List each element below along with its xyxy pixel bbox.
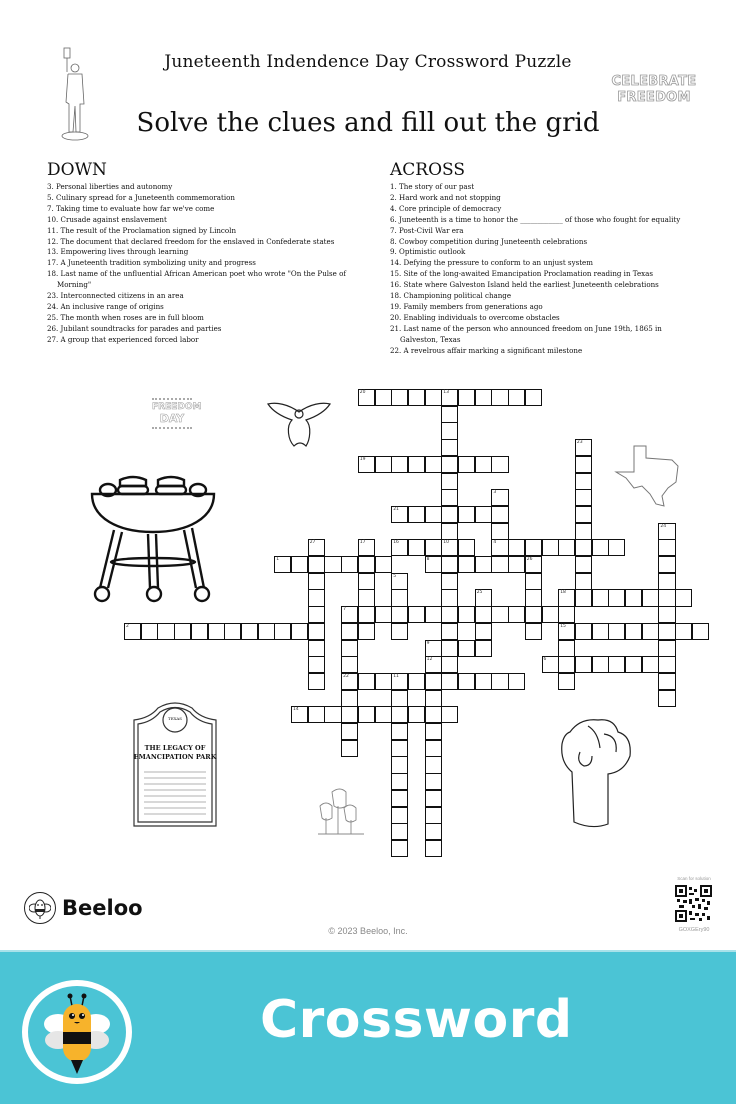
grid-cell[interactable] bbox=[458, 606, 475, 623]
grid-cell[interactable] bbox=[658, 656, 675, 673]
grid-cell[interactable] bbox=[625, 656, 642, 673]
grid-cell[interactable] bbox=[642, 623, 659, 640]
grid-cell[interactable] bbox=[308, 606, 325, 623]
grid-cell[interactable] bbox=[408, 706, 425, 723]
grid-cell[interactable] bbox=[575, 506, 592, 523]
grid-cell[interactable] bbox=[324, 706, 341, 723]
grid-cell[interactable] bbox=[525, 573, 542, 590]
grid-cell[interactable] bbox=[408, 389, 425, 406]
grid-cell[interactable] bbox=[441, 606, 458, 623]
grid-cell[interactable] bbox=[575, 539, 592, 556]
grid-cell[interactable] bbox=[408, 506, 425, 523]
grid-cell[interactable] bbox=[174, 623, 191, 640]
grid-cell[interactable] bbox=[441, 473, 458, 490]
clue-number: 14 bbox=[293, 707, 299, 713]
grid-cell[interactable] bbox=[558, 623, 575, 640]
grid-cell[interactable] bbox=[592, 623, 609, 640]
grid-cell[interactable] bbox=[291, 556, 308, 573]
freedom-day-line-2: DAY bbox=[159, 412, 185, 425]
grid-cell[interactable] bbox=[458, 506, 475, 523]
down-clue: 25. The month when roses are in full bloom bbox=[47, 312, 204, 322]
grid-cell[interactable] bbox=[558, 539, 575, 556]
grid-cell[interactable] bbox=[358, 389, 375, 406]
grid-cell[interactable] bbox=[542, 656, 559, 673]
clue-number: 3 bbox=[493, 490, 497, 496]
grid-cell[interactable] bbox=[475, 640, 492, 657]
clue-number: 21 bbox=[393, 506, 399, 512]
grid-cell[interactable] bbox=[425, 539, 442, 556]
across-clue: 7. Post-Civil War era bbox=[390, 225, 464, 235]
grid-cell[interactable] bbox=[391, 690, 408, 707]
grid-cell[interactable] bbox=[508, 556, 525, 573]
plaque-title-line-1: THE LEGACY OF bbox=[144, 744, 206, 752]
grid-cell[interactable] bbox=[658, 690, 675, 707]
grid-cell[interactable] bbox=[375, 606, 392, 623]
grid-cell[interactable] bbox=[491, 456, 508, 473]
grid-cell[interactable] bbox=[425, 790, 442, 807]
grid-cell[interactable] bbox=[224, 623, 241, 640]
grid-cell[interactable] bbox=[441, 439, 458, 456]
grid-cell[interactable] bbox=[308, 556, 325, 573]
grid-cell[interactable] bbox=[425, 389, 442, 406]
grid-cell[interactable] bbox=[475, 623, 492, 640]
across-clue: 20. Enabling individuals to overcome obstacles bbox=[390, 312, 560, 322]
grid-cell[interactable] bbox=[425, 723, 442, 740]
grid-cell[interactable] bbox=[308, 539, 325, 556]
plaque-seal-text: TEXAS bbox=[168, 716, 182, 721]
grid-cell[interactable] bbox=[658, 673, 675, 690]
grid-cell[interactable] bbox=[408, 673, 425, 690]
grid-cell[interactable] bbox=[441, 489, 458, 506]
grid-cell[interactable] bbox=[341, 706, 358, 723]
clue-number: 10 bbox=[443, 540, 450, 546]
across-clue: 16. State where Galveston Island held the earliest Juneteenth celebrations bbox=[390, 280, 659, 290]
grid-cell[interactable] bbox=[191, 623, 208, 640]
clue-number: 2 bbox=[126, 623, 129, 629]
down-clue: 12. The document that declared freedom for the enslaved in Confederate states bbox=[47, 236, 335, 246]
grid-cell[interactable] bbox=[441, 706, 458, 723]
down-heading: DOWN bbox=[47, 160, 107, 180]
grid-cell[interactable] bbox=[341, 656, 358, 673]
grid-cell[interactable] bbox=[341, 690, 358, 707]
grid-cell[interactable] bbox=[475, 606, 492, 623]
grid-cell[interactable] bbox=[658, 539, 675, 556]
grid-cell[interactable] bbox=[658, 573, 675, 590]
grid-cell[interactable] bbox=[575, 439, 592, 456]
grid-cell[interactable] bbox=[441, 389, 458, 406]
grid-cell[interactable] bbox=[391, 623, 408, 640]
puzzle-subtitle: Solve the clues and fill out the grid bbox=[136, 108, 600, 138]
across-clue: 1. The story of our past bbox=[390, 182, 475, 191]
grid-cell[interactable] bbox=[441, 673, 458, 690]
clue-number: 5 bbox=[393, 573, 397, 579]
grid-cell[interactable] bbox=[425, 706, 442, 723]
grid-cell[interactable] bbox=[558, 656, 575, 673]
down-clue: 23. Interconnected citizens in an area bbox=[47, 291, 184, 301]
grid-cell[interactable] bbox=[441, 656, 458, 673]
grid-cell[interactable] bbox=[441, 589, 458, 606]
down-clue: 13. Empowering lives through learning bbox=[47, 247, 189, 257]
down-clue: 17. A Juneteenth tradition symbolizing unity and progress bbox=[47, 258, 256, 268]
grid-cell[interactable] bbox=[441, 573, 458, 590]
down-clue: 18. Last name of the unfluential African American poet who wrote "On the Pulse of Morning" bbox=[47, 269, 347, 290]
clue-number: 24 bbox=[660, 523, 667, 529]
texas-outline-icon bbox=[614, 444, 684, 514]
badge-line-1: CELEBRATE bbox=[611, 74, 697, 89]
grid-cell[interactable] bbox=[358, 673, 375, 690]
grid-cell[interactable] bbox=[375, 389, 392, 406]
grid-cell[interactable] bbox=[458, 456, 475, 473]
grid-cell[interactable] bbox=[508, 673, 525, 690]
grill-illustration bbox=[88, 470, 218, 610]
grid-cell[interactable] bbox=[525, 539, 542, 556]
down-clue: 27. A group that experienced forced labor bbox=[47, 334, 199, 344]
grid-cell[interactable] bbox=[141, 623, 158, 640]
grid-cell[interactable] bbox=[608, 656, 625, 673]
clue-number: 15 bbox=[560, 623, 566, 629]
down-clue: 7. Taking time to evaluate how far we've come bbox=[47, 203, 215, 213]
grid-cell[interactable] bbox=[575, 523, 592, 540]
down-clue: 10. Crusade against enslavement bbox=[47, 214, 167, 224]
grid-cell[interactable] bbox=[391, 807, 408, 824]
grid-cell[interactable] bbox=[542, 606, 559, 623]
clue-number: 8 bbox=[426, 557, 430, 562]
grid-cell[interactable] bbox=[341, 606, 358, 623]
grid-cell[interactable] bbox=[475, 506, 492, 523]
grid-cell[interactable] bbox=[642, 589, 659, 606]
emancipation-park-plaque bbox=[130, 700, 220, 830]
across-clue: 15. Site of the long-awaited Emancipation Proclamation reading in Texas bbox=[390, 269, 654, 279]
freedom-day-stamp bbox=[152, 398, 202, 454]
grid-cell[interactable] bbox=[575, 489, 592, 506]
grid-cell[interactable] bbox=[441, 640, 458, 657]
grid-cell[interactable] bbox=[408, 456, 425, 473]
grid-cell[interactable] bbox=[441, 539, 458, 556]
clue-number: 1 bbox=[276, 557, 280, 562]
grid-cell[interactable] bbox=[592, 539, 609, 556]
grid-cell[interactable] bbox=[658, 523, 675, 540]
grid-cell[interactable] bbox=[575, 656, 592, 673]
grid-cell[interactable] bbox=[274, 556, 291, 573]
clue-number: 6 bbox=[543, 657, 547, 663]
grid-cell[interactable] bbox=[425, 506, 442, 523]
grid-cell[interactable] bbox=[391, 506, 408, 523]
grid-cell[interactable] bbox=[475, 389, 492, 406]
grid-cell[interactable] bbox=[558, 640, 575, 657]
grid-cell[interactable] bbox=[658, 556, 675, 573]
across-clue: 4. Core principle of democracy bbox=[390, 203, 502, 213]
banner-title: Crossword bbox=[260, 990, 573, 1050]
grid-cell[interactable] bbox=[508, 606, 525, 623]
grid-cell[interactable] bbox=[274, 623, 291, 640]
grid-cell[interactable] bbox=[375, 556, 392, 573]
freedom-day-line-1: FREEDOM bbox=[152, 402, 202, 412]
grid-cell[interactable] bbox=[425, 690, 442, 707]
down-clue: 11. The result of the Proclamation signed by Lincoln bbox=[47, 225, 237, 235]
dove-icon bbox=[266, 400, 332, 452]
grid-cell[interactable] bbox=[575, 556, 592, 573]
grid-cell[interactable] bbox=[408, 606, 425, 623]
grid-cell[interactable] bbox=[491, 506, 508, 523]
grid-cell[interactable] bbox=[658, 589, 675, 606]
grid-cell[interactable] bbox=[308, 589, 325, 606]
grid-cell[interactable] bbox=[625, 589, 642, 606]
grid-cell[interactable] bbox=[491, 523, 508, 540]
grid-cell[interactable] bbox=[441, 406, 458, 423]
grid-cell[interactable] bbox=[391, 706, 408, 723]
grid-cell[interactable] bbox=[308, 640, 325, 657]
across-clue: 6. Juneteenth is a time to honor the ____________ of those who fought for equality bbox=[390, 214, 681, 224]
grid-cell[interactable] bbox=[341, 723, 358, 740]
across-clue: 2. Hard work and not stopping bbox=[390, 192, 501, 202]
clue-number: 4 bbox=[493, 540, 497, 546]
grid-cell[interactable] bbox=[608, 539, 625, 556]
across-clue-list bbox=[390, 182, 720, 357]
grid-cell[interactable] bbox=[525, 556, 542, 573]
down-clue: 5. Culinary spread for a Juneteenth commemoration bbox=[47, 192, 235, 202]
grid-cell[interactable] bbox=[508, 389, 525, 406]
grid-cell[interactable] bbox=[425, 840, 442, 857]
grid-cell[interactable] bbox=[558, 606, 575, 623]
clue-number: 23 bbox=[576, 440, 583, 446]
grid-cell[interactable] bbox=[425, 456, 442, 473]
grid-cell[interactable] bbox=[358, 539, 375, 556]
across-clue: 22. A revelrous affair marking a significant milestone bbox=[390, 345, 583, 355]
grid-cell[interactable] bbox=[358, 556, 375, 573]
grid-cell[interactable] bbox=[475, 556, 492, 573]
clue-number: 27 bbox=[309, 540, 316, 546]
down-clue: 26. Jubilant soundtracks for parades and parties bbox=[47, 323, 222, 333]
grid-cell[interactable] bbox=[608, 589, 625, 606]
grid-cell[interactable] bbox=[458, 640, 475, 657]
grid-cell[interactable] bbox=[475, 589, 492, 606]
grid-cell[interactable] bbox=[425, 773, 442, 790]
across-clue: 14. Defying the pressure to conform to an unjust system bbox=[390, 258, 593, 268]
grid-cell[interactable] bbox=[341, 556, 358, 573]
grid-cell[interactable] bbox=[391, 539, 408, 556]
clue-number: 19 bbox=[359, 456, 366, 462]
grid-cell[interactable] bbox=[308, 673, 325, 690]
grid-cell[interactable] bbox=[391, 573, 408, 590]
grid-cell[interactable] bbox=[358, 623, 375, 640]
grid-cell[interactable] bbox=[425, 756, 442, 773]
grid-cell[interactable] bbox=[124, 623, 141, 640]
grid-cell[interactable] bbox=[558, 673, 575, 690]
grid-cell[interactable] bbox=[391, 823, 408, 840]
grid-cell[interactable] bbox=[525, 606, 542, 623]
grid-cell[interactable] bbox=[508, 539, 525, 556]
down-clue-list bbox=[47, 182, 377, 346]
qr-code-id: GOXGEry90 bbox=[678, 927, 710, 933]
grid-cell[interactable] bbox=[458, 539, 475, 556]
bee-mascot-badge bbox=[22, 980, 132, 1084]
beeloo-logo bbox=[24, 892, 143, 924]
grid-cell[interactable] bbox=[258, 623, 275, 640]
grid-cell[interactable] bbox=[341, 740, 358, 757]
grid-cell[interactable] bbox=[391, 606, 408, 623]
grid-cell[interactable] bbox=[575, 473, 592, 490]
grid-cell[interactable] bbox=[358, 456, 375, 473]
grid-cell[interactable] bbox=[525, 623, 542, 640]
grid-cell[interactable] bbox=[375, 456, 392, 473]
grid-cell[interactable] bbox=[458, 389, 475, 406]
grid-cell[interactable] bbox=[391, 589, 408, 606]
grid-cell[interactable] bbox=[341, 623, 358, 640]
grid-cell[interactable] bbox=[592, 589, 609, 606]
plaque-title-line-2: EMANCIPATION PARK bbox=[133, 753, 217, 761]
grid-cell[interactable] bbox=[391, 790, 408, 807]
grid-cell[interactable] bbox=[658, 606, 675, 623]
grid-cell[interactable] bbox=[425, 673, 442, 690]
grid-cell[interactable] bbox=[391, 456, 408, 473]
grid-cell[interactable] bbox=[558, 589, 575, 606]
grid-cell[interactable] bbox=[491, 539, 508, 556]
grid-cell[interactable] bbox=[575, 573, 592, 590]
grid-cell[interactable] bbox=[391, 673, 408, 690]
down-clue: 24. An inclusive range of origins bbox=[47, 301, 164, 311]
grid-cell[interactable] bbox=[458, 673, 475, 690]
grid-cell[interactable] bbox=[525, 589, 542, 606]
grid-cell[interactable] bbox=[425, 606, 442, 623]
qr-code-icon[interactable] bbox=[675, 885, 712, 922]
clue-number: 13 bbox=[443, 390, 450, 395]
grid-cell[interactable] bbox=[308, 656, 325, 673]
grid-cell[interactable] bbox=[324, 556, 341, 573]
grid-cell[interactable] bbox=[491, 556, 508, 573]
grid-cell[interactable] bbox=[308, 706, 325, 723]
grid-cell[interactable] bbox=[425, 807, 442, 824]
grid-cell[interactable] bbox=[592, 656, 609, 673]
across-clues-section bbox=[390, 160, 720, 357]
grid-cell[interactable] bbox=[425, 656, 442, 673]
grid-cell[interactable] bbox=[358, 573, 375, 590]
grid-cell[interactable] bbox=[391, 723, 408, 740]
grid-cell[interactable] bbox=[425, 823, 442, 840]
grid-cell[interactable] bbox=[425, 556, 442, 573]
across-clue: 19. Family members from generations ago bbox=[390, 301, 543, 311]
grid-cell[interactable] bbox=[441, 556, 458, 573]
grid-cell[interactable] bbox=[341, 640, 358, 657]
celebrate-freedom-badge bbox=[604, 74, 704, 106]
grid-cell[interactable] bbox=[208, 623, 225, 640]
grid-cell[interactable] bbox=[308, 573, 325, 590]
clue-number: 17 bbox=[359, 540, 366, 546]
grid-cell[interactable] bbox=[575, 623, 592, 640]
grid-cell[interactable] bbox=[375, 673, 392, 690]
grid-cell[interactable] bbox=[425, 740, 442, 757]
fist-illustration bbox=[558, 712, 634, 834]
clue-number: 16 bbox=[393, 540, 399, 546]
qr-label: Scan for solution bbox=[677, 876, 711, 881]
grid-cell[interactable] bbox=[642, 656, 659, 673]
grid-cell[interactable] bbox=[308, 623, 325, 640]
grid-cell[interactable] bbox=[391, 756, 408, 773]
grid-cell[interactable] bbox=[358, 589, 375, 606]
across-clue: 8. Cowboy competition during Juneteenth celebrations bbox=[390, 236, 588, 246]
across-heading: ACROSS bbox=[390, 160, 466, 180]
grid-cell[interactable] bbox=[575, 589, 592, 606]
grid-cell[interactable] bbox=[391, 389, 408, 406]
raised-fists-illustration bbox=[318, 784, 364, 840]
grid-cell[interactable] bbox=[391, 740, 408, 757]
down-clues-section bbox=[47, 160, 377, 346]
down-clue: 3. Personal liberties and autonomy bbox=[47, 182, 173, 191]
clue-number: 20 bbox=[359, 390, 366, 395]
clue-number: 12 bbox=[426, 657, 433, 663]
grid-cell[interactable] bbox=[291, 623, 308, 640]
clue-number: 9 bbox=[426, 640, 430, 646]
grid-cell[interactable] bbox=[441, 422, 458, 439]
grid-cell[interactable] bbox=[441, 623, 458, 640]
brand-name: Beeloo bbox=[62, 896, 143, 920]
grid-cell[interactable] bbox=[575, 456, 592, 473]
puzzle-title: Juneteenth Indendence Day Crossword Puzzle bbox=[164, 52, 572, 72]
grid-cell[interactable] bbox=[291, 706, 308, 723]
across-clue: 18. Championing political change bbox=[390, 291, 512, 301]
clue-number: 25 bbox=[476, 590, 483, 596]
grid-cell[interactable] bbox=[491, 673, 508, 690]
grid-cell[interactable] bbox=[441, 456, 458, 473]
clue-number: 22 bbox=[343, 673, 349, 679]
grid-cell[interactable] bbox=[358, 706, 375, 723]
grid-cell[interactable] bbox=[491, 389, 508, 406]
copyright: © 2023 Beeloo, Inc. bbox=[328, 926, 408, 936]
grid-cell[interactable] bbox=[525, 389, 542, 406]
grid-cell[interactable] bbox=[658, 640, 675, 657]
bee-logo-icon bbox=[24, 892, 56, 924]
grid-cell[interactable] bbox=[658, 623, 675, 640]
clue-number: 11 bbox=[393, 673, 399, 679]
across-clue: 9. Optimistic outlook bbox=[390, 247, 466, 257]
clue-number: 26 bbox=[526, 557, 533, 562]
grid-cell[interactable] bbox=[408, 539, 425, 556]
grid-cell[interactable] bbox=[458, 556, 475, 573]
grid-cell[interactable] bbox=[157, 623, 174, 640]
clue-number: 7 bbox=[343, 607, 346, 613]
grid-cell[interactable] bbox=[341, 673, 358, 690]
grid-cell[interactable] bbox=[358, 606, 375, 623]
grid-cell[interactable] bbox=[441, 506, 458, 523]
grid-cell[interactable] bbox=[475, 456, 492, 473]
grid-cell[interactable] bbox=[391, 840, 408, 857]
badge-line-2: FREEDOM bbox=[617, 90, 691, 105]
grid-cell[interactable] bbox=[491, 606, 508, 623]
grid-cell[interactable] bbox=[425, 640, 442, 657]
grid-cell[interactable] bbox=[542, 539, 559, 556]
clue-number: 18 bbox=[560, 590, 566, 596]
grid-cell[interactable] bbox=[241, 623, 258, 640]
grid-cell[interactable] bbox=[391, 773, 408, 790]
grid-cell[interactable] bbox=[375, 706, 392, 723]
grid-cell[interactable] bbox=[675, 589, 692, 606]
grid-cell[interactable] bbox=[625, 623, 642, 640]
grid-cell[interactable] bbox=[475, 673, 492, 690]
grid-cell[interactable] bbox=[692, 623, 709, 640]
grid-cell[interactable] bbox=[608, 623, 625, 640]
across-clue: 21. Last name of the person who announced freedom on June 19th, 1865 in Galveston, Texas bbox=[390, 323, 662, 344]
grid-cell[interactable] bbox=[441, 523, 458, 540]
grid-cell[interactable] bbox=[491, 489, 508, 506]
grid-cell[interactable] bbox=[675, 623, 692, 640]
